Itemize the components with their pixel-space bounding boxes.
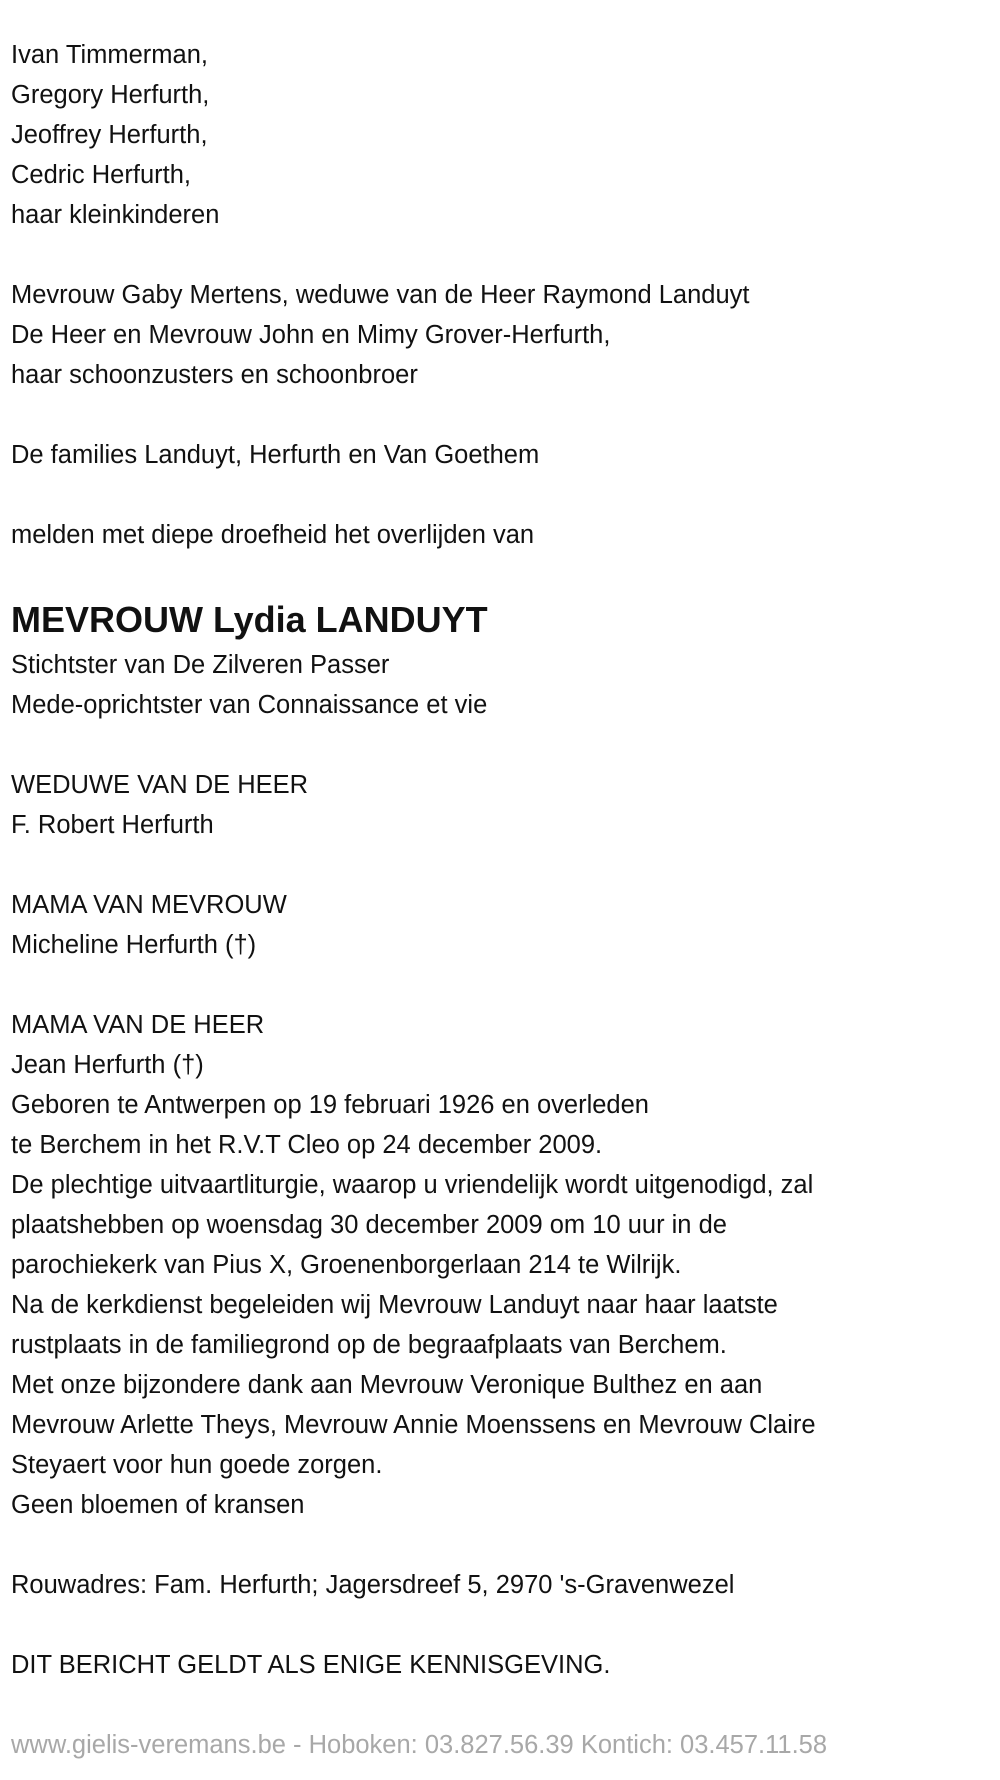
- families-line: De families Landuyt, Herfurth en Van Goethem: [11, 441, 540, 469]
- text-line: MAMA VAN MEVROUW: [11, 891, 287, 919]
- spacer: [11, 725, 1000, 765]
- spacer: [11, 395, 1000, 435]
- footer-contact: www.gielis-veremans.be - Hoboken: 03.827.56.39 Kontich: 03.457.11.58: [11, 1731, 828, 1759]
- spacer: [11, 555, 1000, 595]
- text-line: Na de kerkdienst begeleiden wij Mevrouw Landuyt naar haar laatste: [11, 1291, 778, 1319]
- announcement-line: melden met diepe droefheid het overlijden van: [11, 521, 535, 549]
- text-line: MAMA VAN DE HEER: [11, 1011, 265, 1039]
- grandchildren-section: [11, 35, 1000, 235]
- text-line: Geen bloemen of kransen: [11, 1491, 305, 1519]
- text-line: Met onze bijzondere dank aan Mevrouw Veronique Bulthez en aan: [11, 1371, 763, 1399]
- text-line: Mevrouw Arlette Theys, Mevrouw Annie Moenssens en Mevrouw Claire: [11, 1411, 816, 1439]
- text-line: haar schoonzusters en schoonbroer: [11, 361, 418, 389]
- text-line: De plechtige uitvaartliturgie, waarop u vriendelijk wordt uitgenodigd, zal: [11, 1171, 814, 1199]
- spacer: [11, 1605, 1000, 1645]
- spacer: [11, 235, 1000, 275]
- spacer: [11, 1525, 1000, 1565]
- text-line: rustplaats in de familiegrond op de begraafplaats van Berchem.: [11, 1331, 727, 1359]
- text-line: Stichtster van De Zilveren Passer: [11, 651, 390, 679]
- notice-line: DIT BERICHT GELDT ALS ENIGE KENNISGEVING.: [11, 1651, 611, 1679]
- text-line: Ivan Timmerman,: [11, 41, 208, 69]
- text-line: Micheline Herfurth (†): [11, 931, 257, 959]
- text-line: Jean Herfurth (†): [11, 1051, 204, 1079]
- text-line: WEDUWE VAN DE HEER: [11, 771, 309, 799]
- spacer: [11, 1685, 1000, 1725]
- text-line: haar kleinkinderen: [11, 201, 220, 229]
- text-line: Mevrouw Gaby Mertens, weduwe van de Heer Raymond Landuyt: [11, 281, 750, 309]
- text-line: Jeoffrey Herfurth,: [11, 121, 208, 149]
- text-line: Mede-oprichtster van Connaissance et vie: [11, 691, 488, 719]
- text-line: plaatshebben op woensdag 30 december 2009 om 10 uur in de: [11, 1211, 727, 1239]
- spacer: [11, 475, 1000, 515]
- in-laws-section: [11, 275, 1000, 395]
- text-line: De Heer en Mevrouw John en Mimy Grover-Herfurth,: [11, 321, 611, 349]
- spacer: [11, 845, 1000, 885]
- text-line: F. Robert Herfurth: [11, 811, 214, 839]
- mourning-address: Rouwadres: Fam. Herfurth; Jagersdreef 5, 2970 's-Gravenwezel: [11, 1571, 735, 1599]
- text-line: Geboren te Antwerpen op 19 februari 1926 en overleden: [11, 1091, 649, 1119]
- text-line: te Berchem in het R.V.T Cleo op 24 december 2009.: [11, 1131, 603, 1159]
- text-line: Gregory Herfurth,: [11, 81, 210, 109]
- text-line: parochiekerk van Pius X, Groenenborgerlaan 214 te Wilrijk.: [11, 1251, 682, 1279]
- text-line: Cedric Herfurth,: [11, 161, 191, 189]
- spacer: [11, 965, 1000, 1005]
- deceased-name: MEVROUW Lydia LANDUYT: [11, 599, 488, 640]
- obituary-notice: [11, 35, 1000, 1765]
- text-line: Steyaert voor hun goede zorgen.: [11, 1451, 383, 1479]
- body-section: [11, 1085, 1000, 1525]
